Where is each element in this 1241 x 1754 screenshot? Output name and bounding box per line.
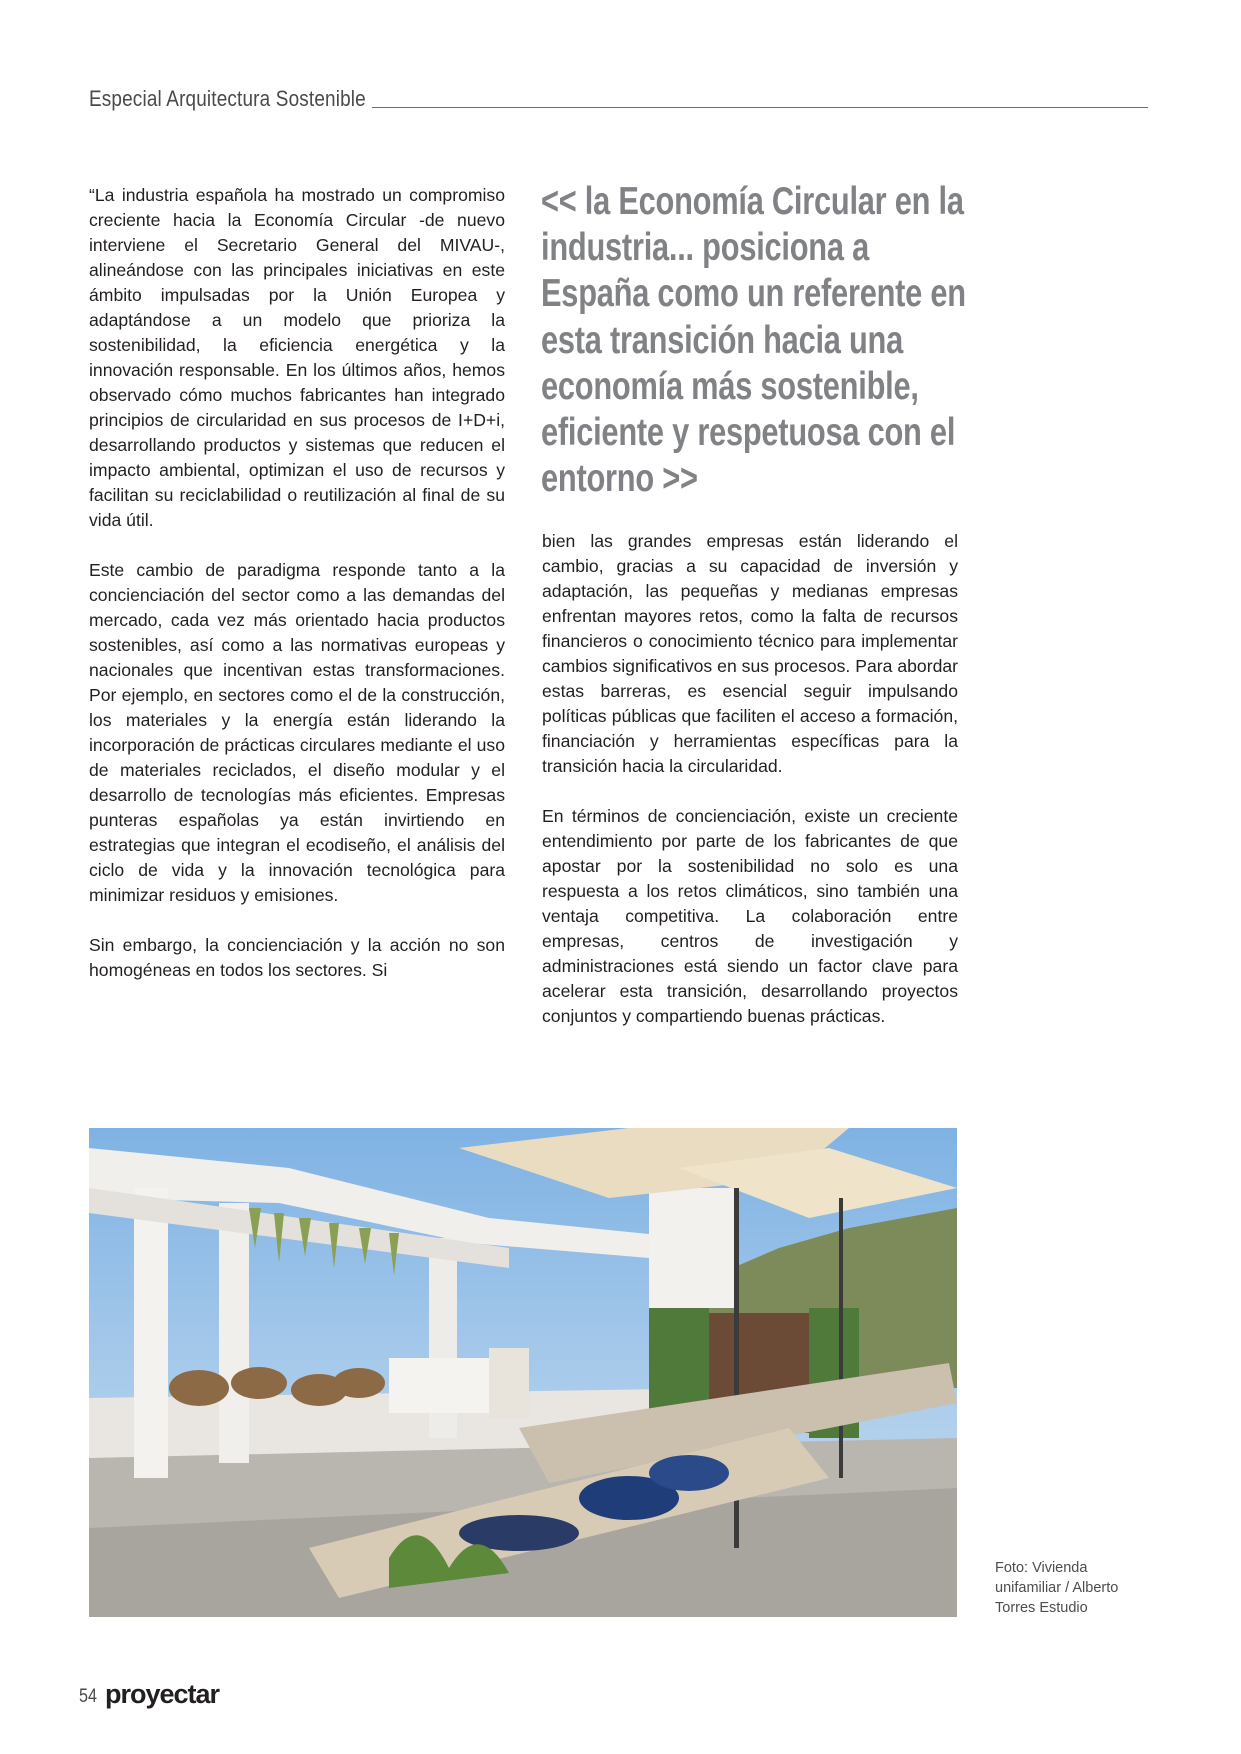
terrace-photo [89,1128,957,1617]
photo-caption: Foto: Vivienda unifamiliar / Alberto Torres Estudio [995,1560,1119,1616]
pull-quote: << la Economía Circular en la industria... posiciona a España como un referente en esta transición hacia una economía más sostenible, eficiente y respetuosa con el entorno >> [541,180,966,501]
terrace-illustration [89,1128,957,1617]
left-paragraph-2: Este cambio de paradigma responde tanto a la concienciación del sector como a las demandas del mercado, cada vez más orientado hacia productos sostenibles, así como a las normativas europeas y nacionales que incentivan estas transformaciones. Por ejemplo, en sectores como el de la construcción, los materiales y la energía están liderando la incorporación de prácticas circulares mediante el uso de materiales reciclados, el diseño modular y el desarrollo de tecnologías más eficientes. Empresas punteras españolas ya están invirtiendo en estrategias que integran el ecodiseño, el análisis del ciclo de vida y la innovación tecnológica para minimizar residuos y emisiones. [89,560,505,905]
left-paragraph-3: Sin embargo, la concienciación y la acción no son homogéneas en todos los sectores. Si [89,935,505,980]
page-number: 54 [79,1686,97,1707]
right-paragraph-2: En términos de concienciación, existe un creciente entendimiento por parte de los fabricantes de que apostar por la sostenibilidad no solo es una respuesta a los retos climáticos, sino también una ventaja competitiva. La colaboración entre empresas, centros de investigación y administraciones está siendo un factor clave para acelerar esta transición, desarrollando proyectos conjuntos y compartiendo buenas prácticas. [542,806,958,1026]
section-title: Especial Arquitectura Sostenible [89,86,366,111]
left-column [89,183,505,983]
header-rule [372,107,1148,108]
right-column [542,529,958,1029]
brand-logo: proyectar [105,1679,220,1709]
left-paragraph-1: “La industria española ha mostrado un compromiso creciente hacia la Economía Circular -de nuevo interviene el Secretario General del MIVAU-, alineándose con las principales iniciativas en este ámbito impulsadas por la Unión Europea y adaptándose a un modelo que prioriza la sostenibilidad, la eficiencia energética y la innovación responsable. En los últimos años, hemos observado cómo muchos fabricantes han integrado principios de circularidad en sus procesos de I+D+i, desarrollando productos y sistemas que reducen el impacto ambiental, optimizan el uso de recursos y facilitan su reciclabilidad o reutilización al final de su vida útil. [89,185,505,530]
right-paragraph-1: bien las grandes empresas están liderando el cambio, gracias a su capacidad de inversión y adaptación, las pequeñas y medianas empresas enfrentan mayores retos, como la falta de recursos financieros o conocimiento técnico para implementar cambios significativos en sus procesos. Para abordar estas barreras, es esencial seguir impulsando políticas públicas que faciliten el acceso a formación, financiación y herramientas específicas para la transición hacia la circularidad. [542,531,958,776]
